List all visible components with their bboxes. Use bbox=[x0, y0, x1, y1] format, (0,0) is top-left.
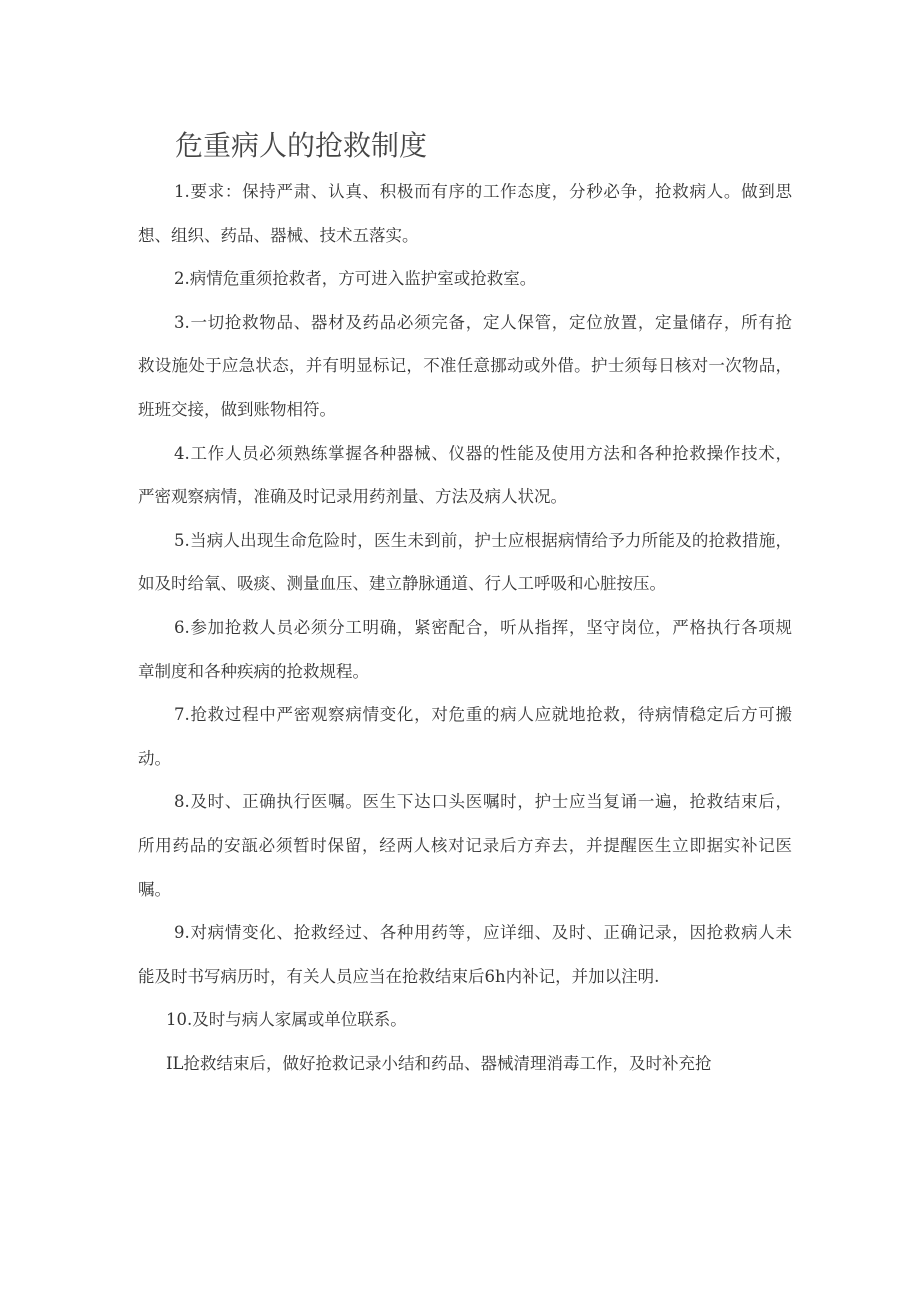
item-2-line-1: 2.病情危重须抢救者，方可进入监护室或抢救室。 bbox=[174, 269, 537, 289]
document-body bbox=[138, 170, 792, 1085]
item-5-line-2: 如及时给氧、吸痰、测量血压、建立静脉通道、行人工呼吸和心脏按压。 bbox=[138, 574, 666, 594]
item-7-line-1: 7.抢救过程中严密观察病情变化，对危重的病人应就地抢救，待病情稳定后方可搬 bbox=[174, 705, 792, 725]
item-6-line-2: 章制度和各种疾病的抢救规程。 bbox=[138, 661, 369, 681]
item-5-line-1: 5.当病人出现生命危险时，医生未到前，护士应根据病情给予力所能及的抢救措施， bbox=[174, 530, 792, 550]
item-3-line-3: 班班交接，做到账物相符。 bbox=[138, 399, 336, 419]
item-6-line-1: 6.参加抢救人员必须分工明确，紧密配合，听从指挥，坚守岗位，严格执行各项规 bbox=[174, 617, 792, 637]
document-title: 危重病人的抢救制度 bbox=[175, 129, 428, 162]
item-9-line-1: 9.对病情变化、抢救经过、各种用药等，应详细、及时、正确记录，因抢救病人未 bbox=[174, 923, 792, 943]
item-10-line-1: 10.及时与病人家属或单位联系。 bbox=[166, 1010, 407, 1030]
item-8-line-1: 8.及时、正确执行医嘱。医生下达口头医嘱时，护士应当复诵一遍，抢救结束后， bbox=[174, 792, 792, 812]
item-1-line-2: 想、组织、药品、器械、技术五落实。 bbox=[138, 225, 419, 245]
item-11-line-1: IL抢救结束后，做好抢救记录小结和药品、器械清理消毒工作，及时补充抢 bbox=[166, 1053, 712, 1073]
item-4-line-1: 4.工作人员必须熟练掌握各种器械、仪器的性能及使用方法和各种抢救操作技术， bbox=[174, 443, 792, 463]
item-4-line-2: 严密观察病情，准确及时记录用药剂量、方法及病人状况。 bbox=[138, 487, 567, 507]
item-9-line-2: 能及时书写病历时，有关人员应当在抢救结束后6h内补记，并加以注明. bbox=[138, 966, 660, 986]
item-8-line-3: 嘱。 bbox=[138, 879, 171, 899]
item-1-line-1: 1.要求：保持严肃、认真、积极而有序的工作态度，分秒必争，抢救病人。做到思 bbox=[174, 182, 792, 201]
item-8-line-2: 所用药品的安瓿必须暂时保留，经两人核对记录后方弃去，并提醒医生立即据实补记医 bbox=[138, 835, 792, 855]
item-3-line-1: 3.一切抢救物品、器材及药品必须完备，定人保管，定位放置，定量储存，所有抢 bbox=[174, 312, 792, 332]
item-3-line-2: 救设施处于应急状态，并有明显标记，不准任意挪动或外借。护士须每日核对一次物品， bbox=[138, 356, 792, 376]
item-7-line-2: 动。 bbox=[138, 748, 171, 768]
